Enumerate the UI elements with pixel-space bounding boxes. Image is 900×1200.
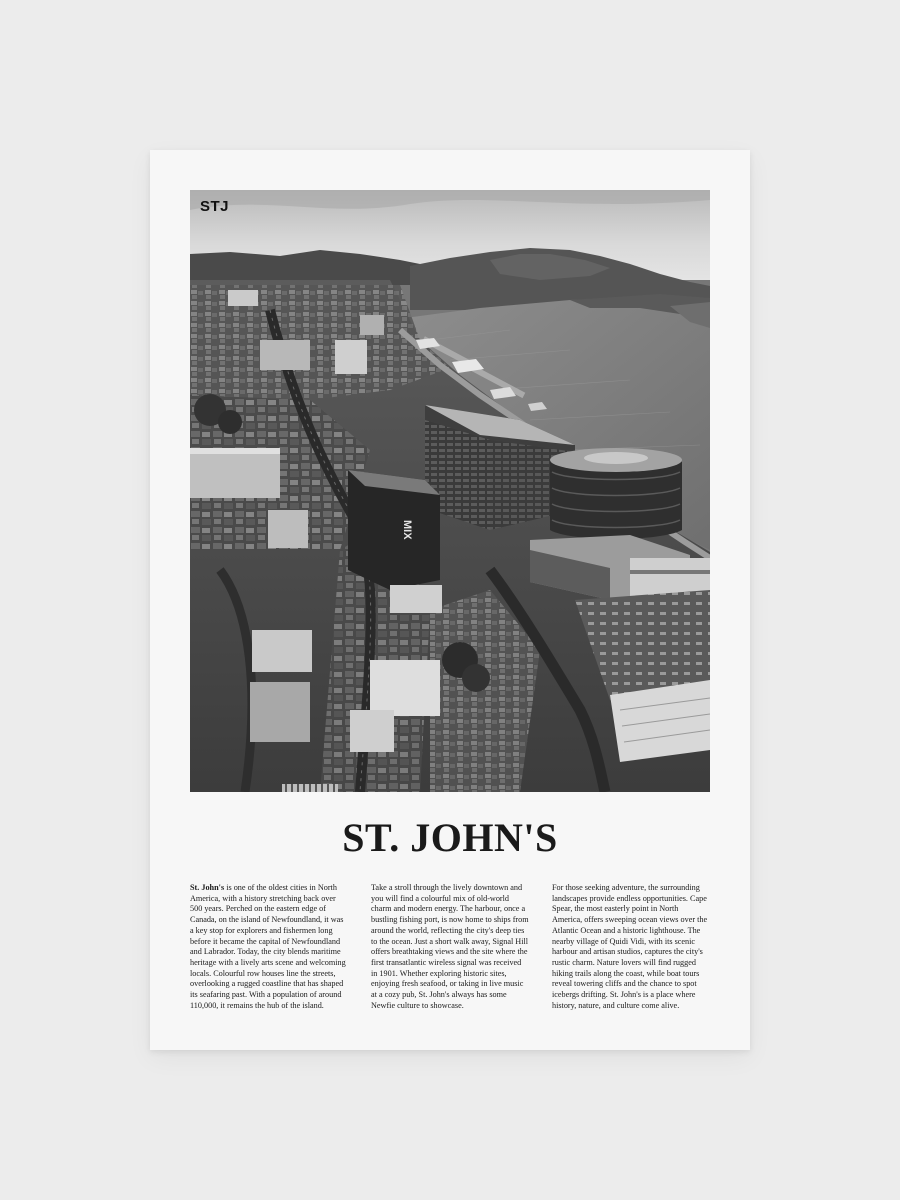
column-2-text: Take a stroll through the lively downtown and you will find a colourful mix of old-world charm and modern energy. The harbour, once a bustling fishing port, is now home to ships from around the world, reflecting the city's deep ties to the ocean. Just a short walk away, Signal Hill offers breathtaking views and the site where the first transatlantic wireless signal was received in 1901. Whether exploring historic sites, enjoying fresh seafood, or taking in live music at a cozy pub, St. John's always has some Newfie culture to showcase.: [371, 883, 529, 1010]
poster: [150, 150, 750, 1050]
city-code-badge: STJ: [200, 198, 230, 215]
city-photo: [190, 190, 710, 792]
aerial-city-image: [190, 190, 710, 792]
text-columns: [190, 883, 710, 1011]
column-3-text: For those seeking adventure, the surrounding landscapes provide endless opportunities. Cape Spear, the most easterly point in North America, offers sweeping ocean views over the Atlantic Ocean and a historic lighthouse. The nearby village of Quidi Vidi, with its scenic harbour and artisan studios, captures the city's rustic charm. Nature lovers will find rugged hiking trails along the coast, while boat tours reveal towering cliffs and the chance to spot icebergs drifting. St. John's is a place where history, nature, and culture come alive.: [552, 883, 708, 1010]
text-column-2: [371, 883, 529, 1011]
building-sign: MIX: [401, 520, 413, 540]
text-column-1: [190, 883, 348, 1011]
poster-title: ST. JOHN'S: [342, 815, 558, 860]
column-1-text: is one of the oldest cities in North America, with a history stretching back over 500 years. Perched on the eastern edge of Canada, on the island of Newfoundland, it was a key stop for explorers and fishermen long before it became the capital of Newfoundland and Labrador. Today, the city blends maritime heritage with a lively arts scene and welcoming locals. Colourful row houses line the streets, overlooking a rugged coastline that has shaped its seafaring past. With a population of around 110,000, it remains the hub of the island.: [190, 883, 346, 1010]
column-1-lead: St. John's: [190, 883, 225, 892]
text-column-3: [552, 883, 710, 1011]
